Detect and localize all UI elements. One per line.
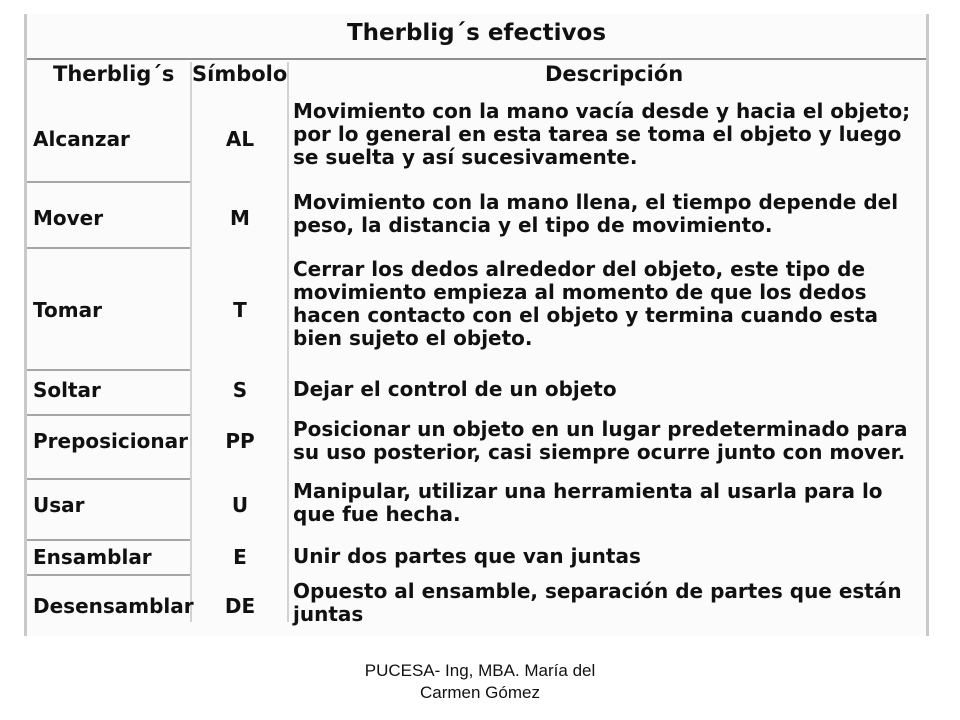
table-row-symbol: PP [225, 429, 255, 453]
table-row-description: Movimiento con la mano vacía desde y hacia el objeto; por lo general en esta tarea se toma el objeto y luego se suelta y así sucesivamente. [293, 99, 911, 169]
table-row-name: Preposicionar [33, 429, 188, 453]
table-row-name: Desensamblar [33, 594, 194, 618]
table-row-symbol: E [233, 545, 247, 569]
table-row-symbol: T [233, 298, 247, 322]
row-divider [27, 478, 190, 480]
row-divider [27, 574, 190, 576]
header-therbligs: Therblig´s [53, 62, 175, 86]
footer-line-1: PUCESA- Ing, MBA. María del [364, 661, 596, 680]
table-row-description: Cerrar los dedos alrededor del objeto, este tipo de movimiento empieza al momento de que los dedos hacen contacto con el objeto y termina cuando esta bien sujeto el objeto. [293, 257, 879, 350]
table-row-description: Opuesto al ensamble, separación de partes que están juntas [293, 579, 902, 626]
row-divider [27, 539, 190, 541]
therblig-table [24, 14, 929, 636]
row-divider [27, 247, 190, 249]
table-title: Therblig´s efectivos [346, 20, 607, 46]
row-divider [27, 181, 190, 183]
table-row-description: Posicionar un objeto en un lugar predeterminado para su uso posterior, casi siempre ocurre junto con mover. [293, 417, 908, 464]
table-row-name: Tomar [33, 298, 102, 322]
table-row-name: Soltar [33, 378, 101, 402]
table-row-description: Movimiento con la mano llena, el tiempo depende del peso, la distancia y el tipo de movimiento. [293, 190, 899, 237]
table-row-description: Dejar el control de un objeto [293, 377, 617, 401]
table-row-symbol: AL [225, 127, 255, 151]
table-row-name: Usar [33, 493, 85, 517]
footer-author [300, 660, 660, 704]
column-divider [287, 62, 289, 622]
table-row-symbol: M [230, 206, 250, 230]
table-row-symbol: U [231, 493, 249, 517]
table-row-description: Unir dos partes que van juntas [293, 544, 641, 568]
column-divider [190, 62, 192, 622]
title-divider [27, 58, 926, 60]
table-row-description: Manipular, utilizar una herramienta al usarla para lo que fue hecha. [293, 479, 883, 526]
row-divider [27, 369, 190, 371]
table-row-symbol: DE [224, 594, 256, 618]
header-simbolo: Símbolo [192, 62, 288, 86]
table-row-name: Ensamblar [33, 545, 152, 569]
row-divider [27, 414, 190, 416]
header-descripcion: Descripción [545, 62, 684, 86]
table-row-symbol: S [232, 378, 248, 402]
footer-line-2: Carmen Gómez [420, 683, 540, 702]
table-row-name: Alcanzar [33, 127, 130, 151]
table-row-name: Mover [33, 206, 104, 230]
